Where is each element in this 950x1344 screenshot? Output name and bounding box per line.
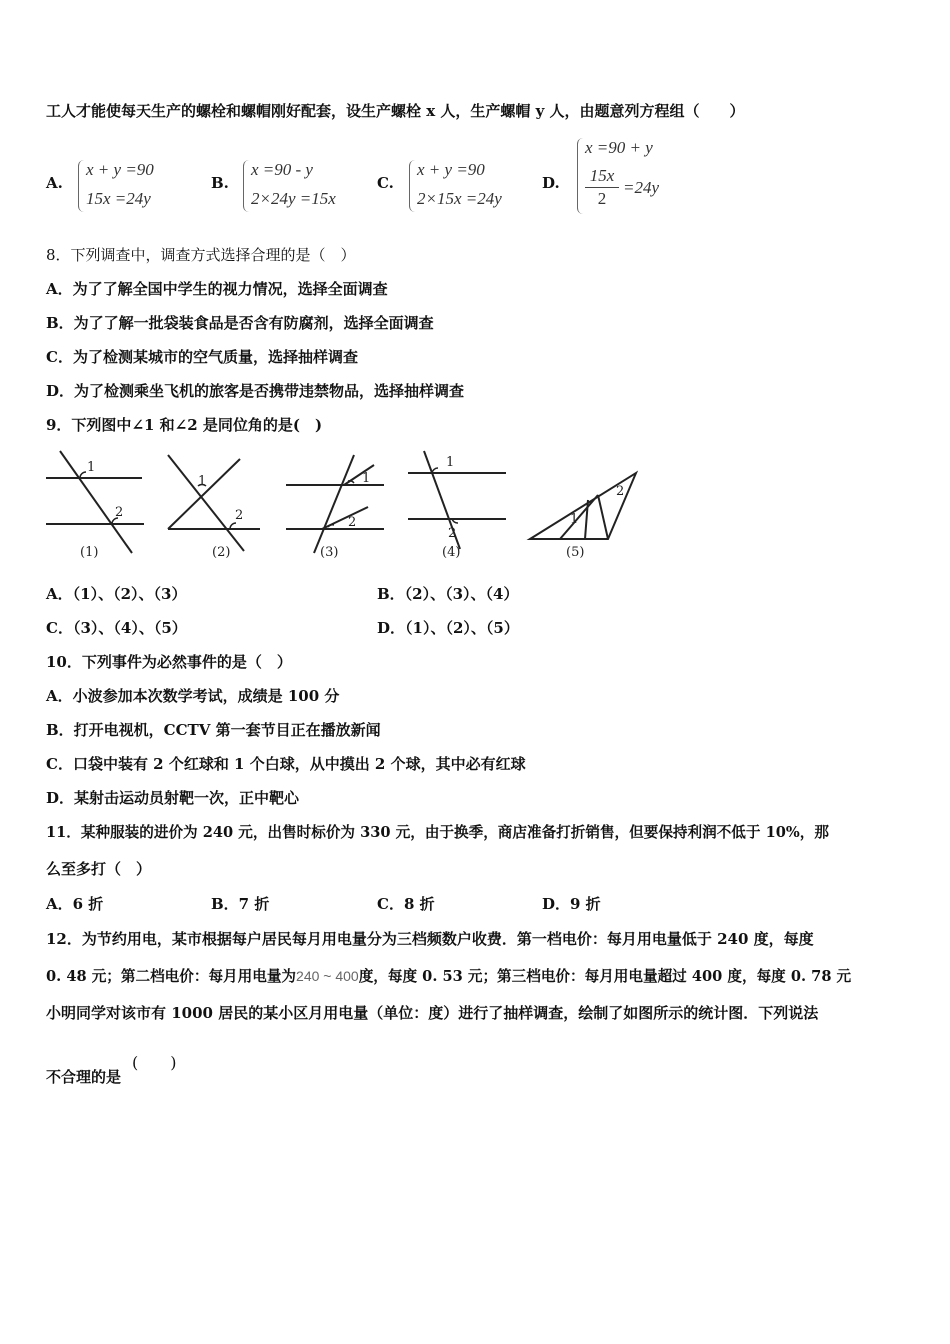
q8-option-c: C．为了检测某城市的空气质量，选择抽样调查 bbox=[46, 348, 358, 366]
q9-fig5-caption: (5) bbox=[566, 545, 585, 560]
q9-option-d: D．（1）、（2）、（5） bbox=[377, 619, 519, 637]
q7-d-fraction bbox=[585, 166, 619, 209]
q7-a-eq2: 15x =24y bbox=[86, 189, 151, 208]
q9-option-b: B．（2）、（3）、（4） bbox=[377, 585, 519, 603]
q11-stem-line2: 么至多打（ ） bbox=[46, 860, 152, 878]
q7-option-a-label: A. bbox=[46, 174, 63, 192]
q7-option-c-label: C. bbox=[377, 174, 394, 192]
q7-option-d-system bbox=[577, 136, 677, 216]
q9-fig3-angle2: 2 bbox=[348, 515, 357, 530]
q7-d-eq1: x =90 + y bbox=[585, 138, 653, 157]
q9-fig4-angle2: 2 bbox=[448, 526, 457, 541]
q12-line2-a: 0. 48 元；第二档电价：每月用电量为 bbox=[46, 968, 297, 985]
q9-fig2-angle1: 1 bbox=[198, 474, 207, 489]
q9-fig1-caption: (1) bbox=[80, 545, 99, 560]
q7-option-d-label: D. bbox=[542, 174, 560, 192]
q7-d-eq2-rest: =24y bbox=[623, 178, 660, 197]
q7-b-eq2: 2×24y =15x bbox=[251, 189, 336, 208]
q9-option-c: C．（3）、（4）、（5） bbox=[46, 619, 187, 637]
q10-option-d: D．某射击运动员射靶一次，正中靶心 bbox=[46, 789, 300, 807]
q11-option-c: C．8 折 bbox=[377, 895, 435, 913]
q7-c-eq1: x + y =90 bbox=[417, 160, 485, 179]
q10-stem: 10．下列事件为必然事件的是（ ） bbox=[46, 653, 292, 671]
q10-option-a: A．小波参加本次数学考试，成绩是 100 分 bbox=[46, 687, 340, 705]
q9-figure-1 bbox=[46, 451, 144, 560]
q11-stem-line1: 11．某种服装的进价为 240 元，出售时标价为 330 元，由于换季，商店准备打折销售，但要保持利润不低于 10%，那 bbox=[46, 824, 829, 841]
q7-option-c-system bbox=[409, 158, 529, 214]
q9-fig4-caption: (4) bbox=[442, 545, 461, 560]
q7-d-frac-den: 2 bbox=[597, 189, 607, 208]
q9-fig5-angle2: 2 bbox=[616, 484, 625, 499]
q12-line1: 12．为节约用电，某市根据每户居民每月用电量分为三档频数户收费．第一档电价：每月用电量低于 240 度，每度 bbox=[46, 930, 814, 948]
q9-fig1-angle1: 1 bbox=[87, 460, 96, 475]
q9-fig3-angle1: 1 bbox=[362, 471, 371, 486]
q11-option-b: B．7 折 bbox=[211, 895, 270, 913]
q7-d-frac-num: 15x bbox=[589, 166, 615, 185]
q7-c-eq2: 2×15x =24y bbox=[417, 189, 502, 208]
q12-range: 240 ~ 400 bbox=[296, 968, 359, 984]
q9-stem: 9．下列图中∠1 和∠2 是同位角的是( ) bbox=[46, 416, 323, 434]
q7-option-b-system bbox=[243, 158, 363, 214]
q9-fig1-angle2: 2 bbox=[115, 505, 124, 520]
q12-answer-paren: ( ) bbox=[132, 1053, 177, 1072]
q7-option-b-label: B. bbox=[211, 174, 229, 192]
q9-fig4-angle1: 1 bbox=[446, 455, 455, 470]
q12-line3: 小明同学对该市有 1000 居民的某小区月用电量（单位：度）进行了抽样调查，绘制了如图所示的统计图．下列说法 bbox=[46, 1004, 819, 1022]
q9-figure-5 bbox=[530, 473, 636, 560]
q12-line2-b: 度，每度 0. 53 元；第三档电价：每月用电量超过 400 度，每度 0. 78 元 bbox=[358, 968, 852, 985]
q9-figures bbox=[40, 445, 650, 565]
q7-a-eq1: x + y =90 bbox=[86, 160, 154, 179]
q12-line4: 不合理的是 bbox=[46, 1068, 122, 1086]
q9-figure-3 bbox=[286, 455, 384, 560]
q9-figure-4 bbox=[408, 451, 506, 560]
q10-option-b: B．打开电视机，CCTV 第一套节目正在播放新闻 bbox=[46, 721, 381, 739]
q10-option-c: C．口袋中装有 2 个红球和 1 个白球，从中摸出 2 个球，其中必有红球 bbox=[46, 755, 526, 773]
q8-option-b: B．为了了解一批袋装食品是否含有防腐剂，选择全面调查 bbox=[46, 314, 434, 332]
q9-fig2-angle2: 2 bbox=[235, 508, 244, 523]
q9-fig3-caption: (3) bbox=[320, 545, 339, 560]
q12-line2 bbox=[46, 966, 851, 987]
q7-stem: 工人才能使每天生产的螺栓和螺帽刚好配套，设生产螺栓 x 人，生产螺帽 y 人，由题意列方程组（ ） bbox=[46, 102, 745, 120]
q11-option-a: A．6 折 bbox=[46, 895, 104, 913]
q8-option-a: A．为了了解全国中学生的视力情况，选择全面调查 bbox=[46, 280, 388, 298]
q9-fig5-angle1: 1 bbox=[570, 512, 579, 527]
q11-option-d: D．9 折 bbox=[542, 895, 601, 913]
q7-b-eq1: x =90 - y bbox=[251, 160, 313, 179]
q9-figure-2 bbox=[168, 455, 260, 560]
q8-option-d: D．为了检测乘坐飞机的旅客是否携带违禁物品，选择抽样调查 bbox=[46, 382, 465, 400]
q9-fig2-caption: (2) bbox=[212, 545, 231, 560]
q7-option-a-system bbox=[78, 158, 178, 214]
q8-stem: 8．下列调查中，调查方式选择合理的是（ ） bbox=[46, 246, 356, 264]
q9-option-a: A．（1）、（2）、（3） bbox=[46, 585, 187, 603]
